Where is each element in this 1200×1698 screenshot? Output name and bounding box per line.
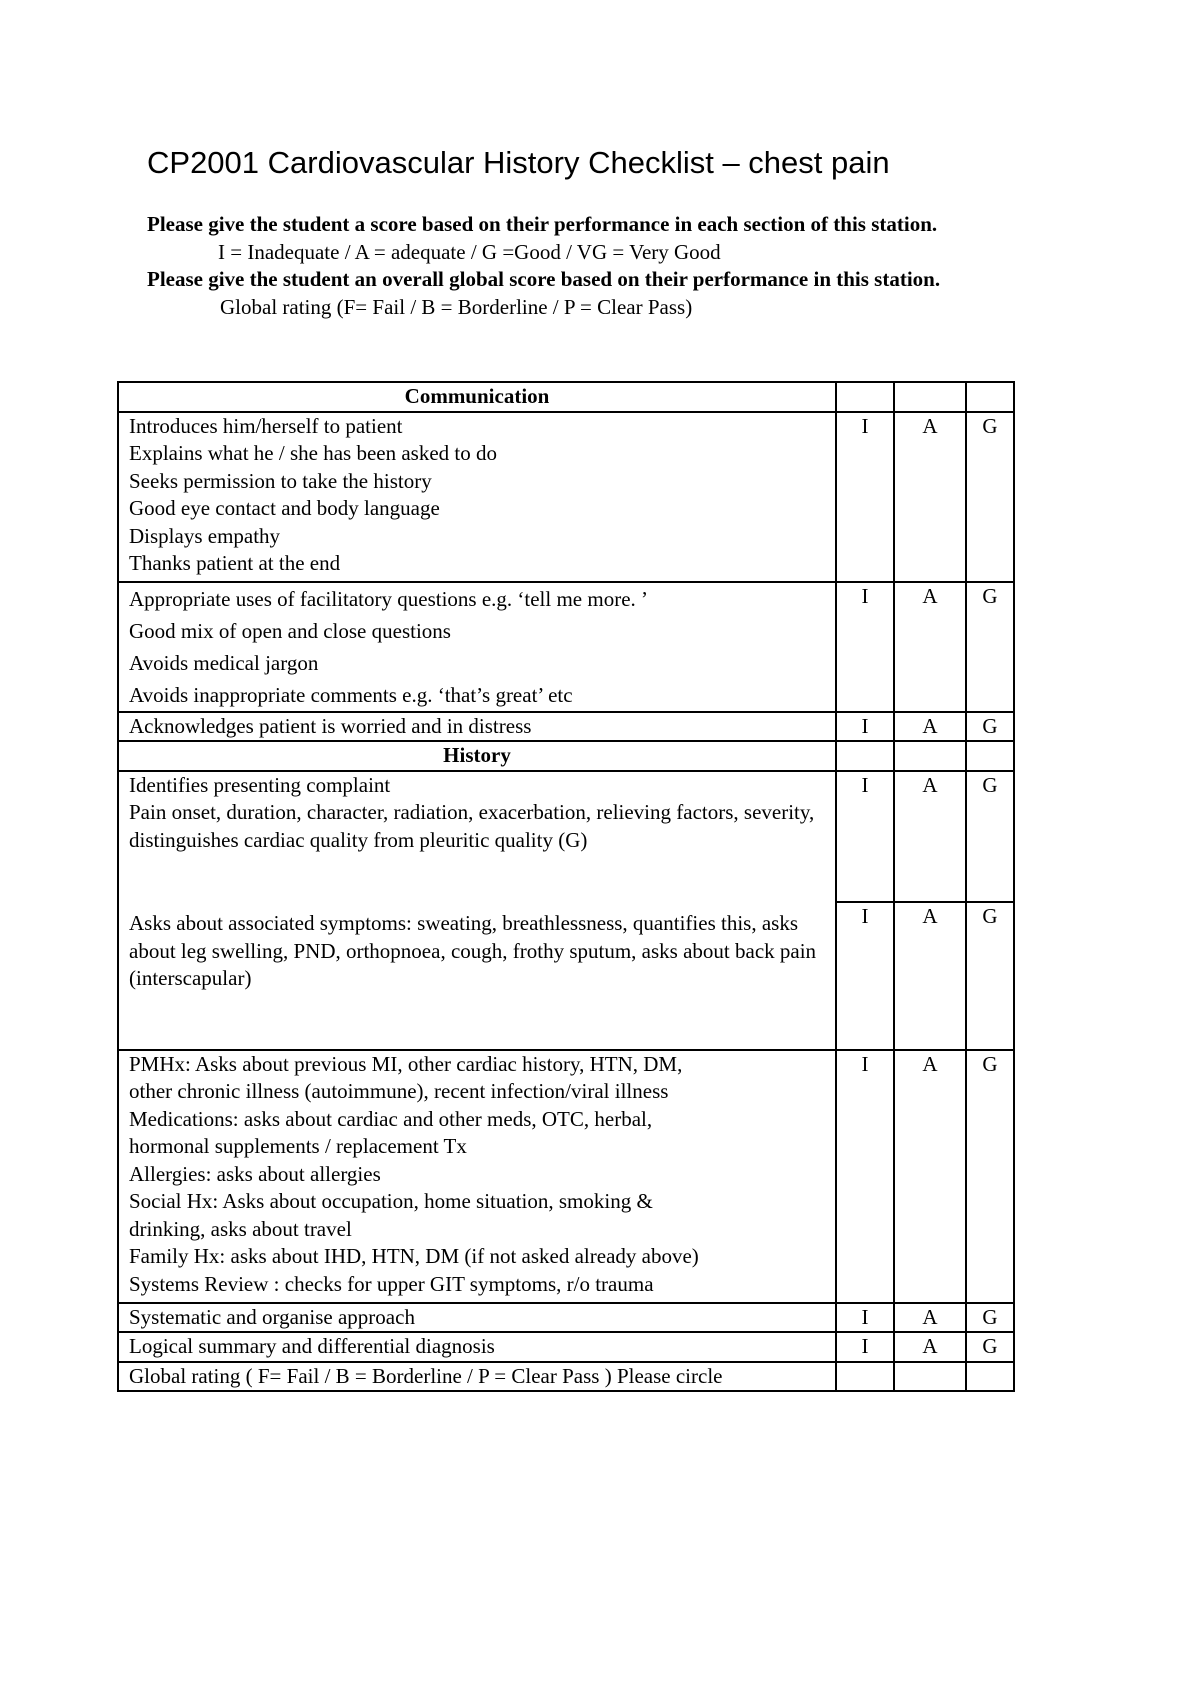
score-option-g[interactable]: G: [966, 1050, 1014, 1303]
criterion: Acknowledges patient is worried and in distress: [118, 712, 836, 742]
score-option-i[interactable]: I: [836, 1303, 894, 1333]
checklist-row: [118, 712, 1014, 742]
score-option-i[interactable]: I: [836, 1050, 894, 1303]
score-option-a[interactable]: A: [894, 582, 966, 712]
checklist-row: [118, 771, 1014, 902]
criterion: Displays empathy: [129, 523, 281, 548]
score-cell: [894, 741, 966, 771]
criterion: Identifies presenting complaint: [129, 772, 391, 797]
blank-space: [129, 854, 825, 910]
score-option-a[interactable]: A: [894, 1332, 966, 1362]
section-header-row: [118, 741, 1014, 771]
criterion: Thanks patient at the end: [129, 551, 341, 575]
criterion: other chronic illness (autoimmune), recent infection/viral illness: [129, 1079, 669, 1103]
page-title: CP2001 Cardiovascular History Checklist – chest pain: [147, 145, 890, 180]
score-cell: [836, 741, 894, 771]
score-option-g[interactable]: G: [966, 1332, 1014, 1362]
global-rating-cell[interactable]: [894, 1362, 966, 1392]
criterion: drinking, asks about travel: [129, 1216, 352, 1241]
criterion: Allergies: asks about allergies: [129, 1161, 381, 1186]
criterion: Pain onset, duration, character, radiation, exacerbation, relieving factors, severity, distinguishes cardiac quality from pleuritic quality (G): [129, 800, 815, 852]
section-header-history: History: [118, 741, 836, 771]
criterion: Medications: asks about cardiac and other meds, OTC, herbal,: [129, 1106, 653, 1131]
section-score-prompt: Please give the student a score based on their performance in each section of this station.: [147, 212, 938, 236]
checklist-row: [118, 1303, 1014, 1333]
score-option-a[interactable]: A: [894, 1050, 966, 1303]
criterion: Appropriate uses of facilitatory questions e.g. ‘tell me more. ’: [129, 586, 649, 611]
criteria-cell: [118, 1050, 836, 1303]
global-rating-cell[interactable]: [836, 1362, 894, 1392]
criterion: Avoids medical jargon: [129, 650, 319, 675]
score-option-a[interactable]: A: [894, 1303, 966, 1333]
checklist-row: [118, 1050, 1014, 1303]
score-cell: [836, 382, 894, 412]
score-cell: [894, 382, 966, 412]
criteria-cell: [118, 771, 836, 1050]
checklist-row: [118, 412, 1014, 582]
criterion: hormonal supplements / replacement Tx: [129, 1134, 467, 1158]
score-option-a[interactable]: A: [894, 412, 966, 582]
criterion: Family Hx: asks about IHD, HTN, DM (if not asked already above): [129, 1244, 699, 1268]
score-option-i[interactable]: I: [836, 582, 894, 712]
criterion: Good mix of open and close questions: [129, 618, 451, 643]
criterion: PMHx: Asks about previous MI, other cardiac history, HTN, DM,: [129, 1051, 683, 1076]
checklist-table: [117, 381, 1015, 1392]
criterion: Social Hx: Asks about occupation, home situation, smoking &: [129, 1189, 653, 1213]
score-option-i[interactable]: I: [836, 1332, 894, 1362]
criterion: Avoids inappropriate comments e.g. ‘that’s great’ etc: [129, 682, 573, 707]
score-option-a[interactable]: A: [894, 771, 966, 902]
score-option-i[interactable]: I: [836, 902, 894, 1050]
section-header-row: [118, 382, 1014, 412]
section-header-communication: Communication: [118, 382, 836, 412]
criterion: Systems Review : checks for upper GIT symptoms, r/o trauma: [129, 1271, 654, 1296]
checklist-row: [118, 1332, 1014, 1362]
scale-legend: I = Inadequate / A = adequate / G =Good / VG = Very Good: [218, 239, 721, 264]
score-cell: [966, 382, 1014, 412]
criterion: Good eye contact and body language: [129, 496, 440, 520]
score-option-g[interactable]: G: [966, 582, 1014, 712]
global-rating-label: Global rating ( F= Fail / B = Borderline / P = Clear Pass ) Please circle: [118, 1362, 836, 1392]
global-rating-cell[interactable]: [966, 1362, 1014, 1392]
global-rating-legend: Global rating (F= Fail / B = Borderline / P = Clear Pass): [220, 294, 693, 319]
criterion: Logical summary and differential diagnosis: [118, 1332, 836, 1362]
checklist-row: [118, 582, 1014, 712]
criterion: Asks about associated symptoms: sweating, breathlessness, quantifies this, asks about leg swelling, PND, orthopnoea, cough, frothy sputum, asks about back pain (interscapular): [129, 911, 817, 990]
criterion: Introduces him/herself to patient: [129, 413, 403, 438]
criterion: Explains what he / she has been asked to do: [129, 441, 497, 465]
score-option-i[interactable]: I: [836, 412, 894, 582]
score-option-g[interactable]: G: [966, 771, 1014, 902]
score-option-g[interactable]: G: [966, 712, 1014, 742]
criteria-cell: [118, 412, 836, 582]
score-option-a[interactable]: A: [894, 902, 966, 1050]
score-option-g[interactable]: G: [966, 1303, 1014, 1333]
global-rating-row: [118, 1362, 1014, 1392]
criterion: Systematic and organise approach: [118, 1303, 836, 1333]
global-score-prompt: Please give the student an overall global score based on their performance in this station.: [147, 267, 941, 291]
criterion: Seeks permission to take the history: [129, 468, 432, 493]
score-option-a[interactable]: A: [894, 712, 966, 742]
score-option-i[interactable]: I: [836, 712, 894, 742]
score-option-g[interactable]: G: [966, 412, 1014, 582]
criteria-cell: [118, 582, 836, 712]
instructions: [147, 211, 1007, 321]
score-option-g[interactable]: G: [966, 902, 1014, 1050]
score-option-i[interactable]: I: [836, 771, 894, 902]
score-cell: [966, 741, 1014, 771]
